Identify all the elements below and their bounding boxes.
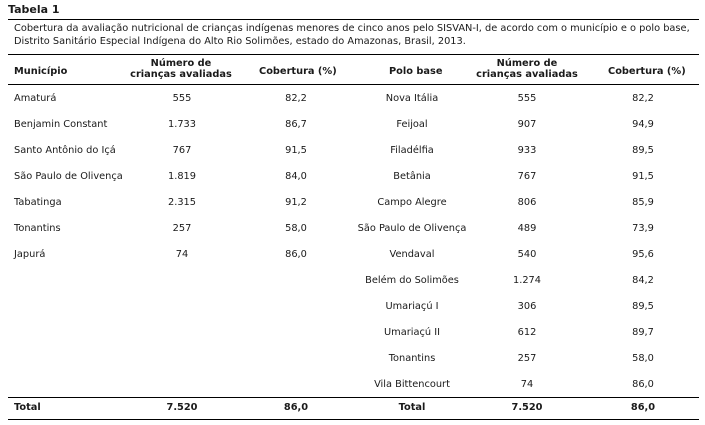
polo-coverage: 91,5 [632,171,654,182]
polo-coverage: 95,6 [632,249,654,260]
polo-name: Vila Bittencourt [374,379,450,390]
polo-count: 257 [517,353,537,364]
polo-count: 806 [517,197,537,208]
polo-coverage: 73,9 [632,223,654,234]
polo-name: Vendaval [389,249,435,260]
municipio-name: Japurá [14,249,46,260]
polo-name: Umariaçú II [384,327,440,338]
total-left-coverage: 86,0 [283,402,309,413]
municipio-coverage: 84,0 [285,171,307,182]
header-numero-left: Número de crianças avaliadas [130,58,232,80]
header-cobertura-left: Cobertura (%) [259,66,337,77]
municipio-name: Benjamin Constant [14,119,108,130]
polo-name: Campo Alegre [377,197,447,208]
municipio-count: 555 [172,93,192,104]
municipio-count: 74 [175,249,189,260]
municipio-name: Santo Antônio do Içá [14,145,116,156]
municipio-count: 257 [172,223,192,234]
polo-name: São Paulo de Olivença [357,223,467,234]
polo-name: Tonantins [388,353,436,364]
total-left-count: 7.520 [166,402,198,413]
total-left-label: Total [14,402,41,413]
polo-coverage: 94,9 [632,119,654,130]
header-rule [8,84,699,85]
polo-name: Filadélfia [390,145,434,156]
header-numero-right: Número de crianças avaliadas [476,58,578,80]
header-polo-base: Polo base [389,66,443,77]
header-municipio: Município [14,66,68,77]
polo-count: 74 [520,379,534,390]
municipio-name: Tonantins [14,223,61,234]
polo-count: 555 [517,93,537,104]
polo-name: Betânia [393,171,431,182]
polo-count: 540 [517,249,537,260]
municipio-coverage: 86,0 [285,249,307,260]
total-right-label: Total [398,402,426,413]
header-cobertura-right: Cobertura (%) [608,66,686,77]
polo-name: Feijoal [396,119,428,130]
polo-count: 933 [517,145,537,156]
polo-coverage: 89,7 [632,327,654,338]
title-rule [8,19,699,20]
polo-name: Nova Itália [385,93,439,104]
municipio-count: 1.733 [167,119,197,130]
municipio-count: 767 [172,145,192,156]
table-caption: Cobertura da avaliação nutricional de crianças indígenas menores de cinco anos pelo SISVAN-I, de acordo com o município e o polo base, Distrito Sanitário Especial Indígena do Alto Rio Solimões, estado do Amazonas, Brasil, 2013. [14,23,690,47]
total-right-coverage: 86,0 [630,402,656,413]
polo-coverage: 89,5 [632,145,654,156]
polo-count: 907 [517,119,537,130]
polo-name: Belém do Solimões [365,275,459,286]
polo-count: 306 [517,301,537,312]
polo-coverage: 86,0 [632,379,654,390]
municipio-coverage: 91,5 [285,145,307,156]
caption-rule [8,54,699,55]
municipio-name: Amaturá [14,93,57,104]
bottom-rule [8,419,699,420]
polo-coverage: 84,2 [632,275,654,286]
polo-coverage: 58,0 [632,353,654,364]
polo-name: Umariaçú I [385,301,439,312]
total-rule [8,397,699,398]
polo-coverage: 89,5 [632,301,654,312]
municipio-coverage: 86,7 [285,119,307,130]
municipio-count: 2.315 [167,197,197,208]
polo-count: 767 [517,171,537,182]
municipio-name: Tabatinga [14,197,62,208]
municipio-coverage: 82,2 [285,93,307,104]
polo-coverage: 85,9 [632,197,654,208]
polo-count: 612 [517,327,537,338]
municipio-name: São Paulo de Olivença [14,171,123,182]
polo-count: 489 [517,223,537,234]
total-right-count: 7.520 [511,402,543,413]
municipio-coverage: 91,2 [285,197,307,208]
table-label: Tabela 1 [8,3,60,16]
polo-coverage: 82,2 [632,93,654,104]
municipio-coverage: 58,0 [285,223,307,234]
municipio-count: 1.819 [167,171,197,182]
polo-count: 1.274 [512,275,542,286]
